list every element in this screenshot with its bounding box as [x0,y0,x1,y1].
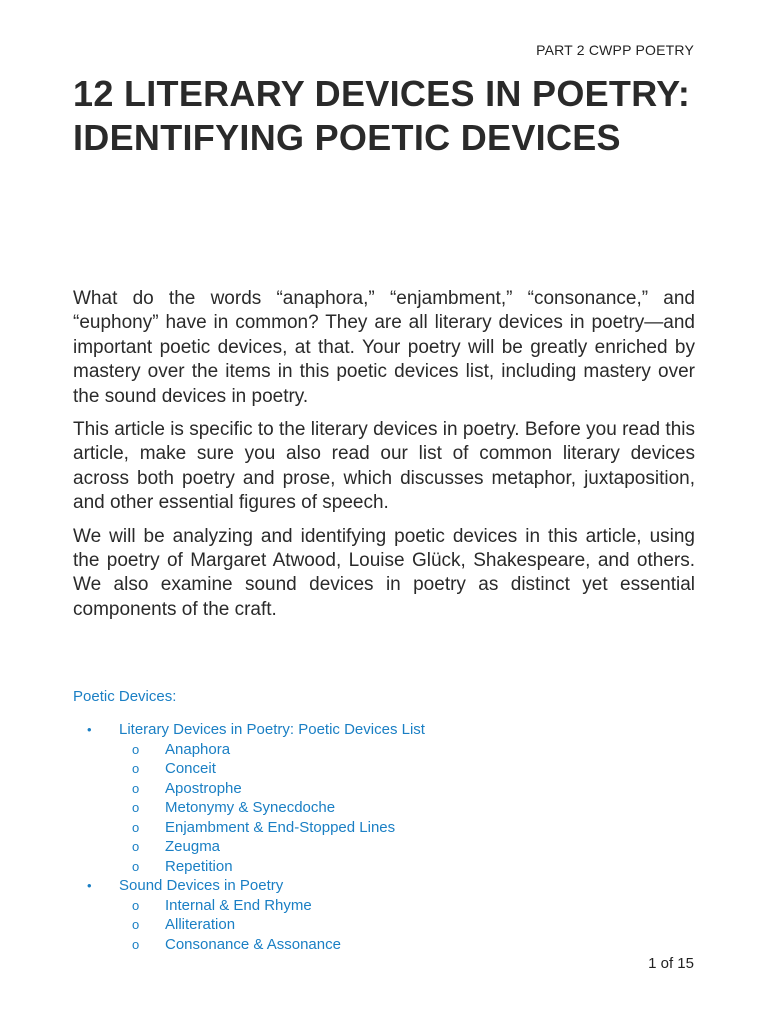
toc-section-link[interactable] [73,720,695,740]
paragraph-intro: What do the words “anaphora,” “enjambment,” “consonance,” and “euphony” have in common? They are all literary devices in poetry—and important poetic devices, at that. Your poetry will be greatly enriched by mastery over the items in this poetic devices list, including mastery over the sound devices in poetry. [73,288,695,407]
toc-item-label: Conceit [165,760,216,777]
toc-section-label: Sound Devices in Poetry [119,877,284,894]
running-header: PART 2 CWPP POETRY [536,42,694,58]
toc-item-label: Internal & End Rhyme [165,896,312,914]
toc-item-link[interactable] [73,779,695,799]
toc-section-link[interactable] [73,876,695,896]
circle-bullet-icon: o [132,780,140,796]
toc-item-label: Enjambment & End-Stopped Lines [165,818,396,836]
toc-list [73,720,695,954]
toc-item-link[interactable] [73,935,695,955]
page-number: 1 of 15 [648,955,694,972]
toc-section-label: Literary Devices in Poetry: Poetic Devices List [119,721,425,738]
toc-item-link[interactable] [73,740,695,760]
circle-bullet-icon: o [132,936,140,952]
toc-item-link[interactable] [73,818,695,838]
circle-bullet-icon: o [132,839,140,854]
toc-item-label: Consonance & Assonance [165,935,341,953]
circle-bullet-icon: o [132,800,140,815]
toc-item-link[interactable] [73,915,695,935]
circle-bullet-icon: o [132,858,140,874]
toc-item-link[interactable] [73,798,695,818]
circle-bullet-icon: o [132,819,140,835]
toc-item-label: Metonymy & Synecdoche [165,799,336,816]
toc-item-link[interactable] [73,759,695,779]
toc-item-label: Repetition [165,857,233,875]
circle-bullet-icon: o [132,917,140,932]
page-title: 12 LITERARY DEVICES IN POETRY: IDENTIFYING POETIC DEVICES [73,73,691,158]
circle-bullet-icon: o [132,897,140,913]
toc-title: Poetic Devices: [73,688,177,705]
paragraph-scope: This article is specific to the literary devices in poetry. Before you read this article, make sure you also read our list of common literary devices across both poetry and prose, which discusses metaphor, juxtaposition, and other essential figures of speech. [73,419,695,514]
circle-bullet-icon: o [132,761,140,776]
bullet-icon: • [87,878,92,893]
paragraph-analysis: We will be analyzing and identifying poetic devices in this article, using the poetry of Margaret Atwood, Louise Glück, Shakespeare, and others. We also examine sound devices in poetry as distinct yet essential components of the craft. [73,525,695,620]
toc-item-label: Zeugma [165,838,221,855]
bullet-icon: • [87,722,92,737]
toc-item-link[interactable] [73,857,695,877]
toc-item-label: Apostrophe [165,779,242,797]
toc-item-link[interactable] [73,837,695,857]
toc-item-label: Anaphora [165,740,231,758]
toc-item-label: Alliteration [165,916,236,933]
article-body [73,287,695,631]
toc-item-link[interactable] [73,896,695,916]
circle-bullet-icon: o [132,741,140,757]
